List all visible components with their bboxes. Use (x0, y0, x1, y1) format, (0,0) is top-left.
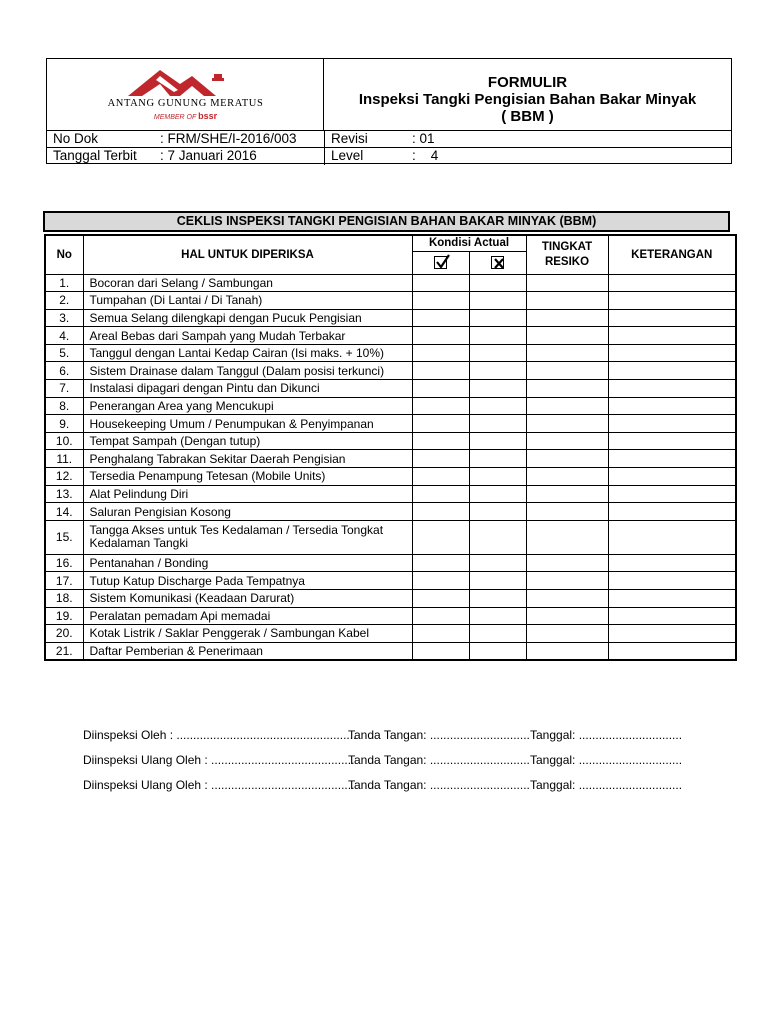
company-logo-cell (47, 59, 324, 130)
remarks-cell[interactable] (608, 503, 736, 521)
ok-cell[interactable] (412, 590, 469, 608)
row-number: 12. (45, 468, 83, 486)
table-row (45, 362, 736, 380)
row-number: 10. (45, 432, 83, 450)
inspection-item: Bocoran dari Selang / Sambungan (83, 274, 412, 292)
risk-level-cell[interactable] (526, 292, 608, 310)
date-field[interactable]: Tanggal: ............................... (530, 778, 683, 792)
form-subtitle: ( BBM ) (501, 108, 554, 125)
no-dok-value: : FRM/SHE/I-2016/003 (160, 131, 297, 146)
tanggal-terbit-value: : 7 Januari 2016 (160, 148, 257, 163)
row-number: 3. (45, 309, 83, 327)
table-row (45, 380, 736, 398)
company-logo-icon (120, 66, 250, 98)
inspected-by-field[interactable]: Diinspeksi Oleh : ...................................................... (83, 728, 357, 742)
ok-cell[interactable] (412, 415, 469, 433)
risk-level-cell[interactable] (526, 432, 608, 450)
remarks-cell[interactable] (608, 485, 736, 503)
table-row (45, 607, 736, 625)
not-ok-cell[interactable] (469, 344, 526, 362)
ok-cell[interactable] (412, 520, 469, 554)
risk-level-cell[interactable] (526, 309, 608, 327)
not-ok-cell[interactable] (469, 642, 526, 660)
ok-cell[interactable] (412, 450, 469, 468)
member-prefix: MEMBER OF (153, 114, 197, 121)
table-row (45, 292, 736, 310)
form-label: FORMULIR (487, 74, 568, 91)
risk-level-cell[interactable] (526, 344, 608, 362)
crossed-box-icon (491, 256, 504, 269)
row-number: 9. (45, 415, 83, 433)
not-ok-cell[interactable] (469, 503, 526, 521)
inspection-item: Tumpahan (Di Lantai / Di Tanah) (83, 292, 412, 310)
remarks-cell[interactable] (608, 468, 736, 486)
tingkat-label: TINGKAT (541, 240, 593, 253)
table-row (45, 415, 736, 433)
revisi-value: : 01 (412, 131, 435, 146)
col-tingkat-header (526, 235, 608, 274)
table-row (45, 327, 736, 345)
inspection-item: Areal Bebas dari Sampah yang Mudah Terbakar (83, 327, 412, 345)
table-row (45, 520, 736, 554)
table-row (45, 572, 736, 590)
level-value: : 4 (412, 148, 439, 163)
remarks-cell[interactable] (608, 292, 736, 310)
inspection-item: Kotak Listrik / Saklar Penggerak / Sambungan Kabel (83, 625, 412, 643)
signature-field[interactable]: Tanda Tangan: .............................. (348, 753, 530, 767)
row-number: 15. (45, 520, 83, 554)
table-row (45, 468, 736, 486)
ok-cell[interactable] (412, 642, 469, 660)
signature-field[interactable]: Tanda Tangan: .............................. (348, 728, 530, 742)
table-row (45, 274, 736, 292)
remarks-cell[interactable] (608, 344, 736, 362)
checklist-table (44, 234, 737, 661)
inspection-item: Semua Selang dilengkapi dengan Pucuk Pengisian (83, 309, 412, 327)
ok-cell[interactable] (412, 380, 469, 398)
table-row (45, 554, 736, 572)
not-ok-cell[interactable] (469, 450, 526, 468)
remarks-cell[interactable] (608, 380, 736, 398)
not-ok-cell[interactable] (469, 397, 526, 415)
table-row (45, 503, 736, 521)
table-row (45, 450, 736, 468)
table-row (45, 625, 736, 643)
inspection-item: Tempat Sampah (Dengan tutup) (83, 432, 412, 450)
inspection-item: Penghalang Tabrakan Sekitar Daerah Pengisian (83, 450, 412, 468)
row-number: 19. (45, 607, 83, 625)
no-dok-label: No Dok (53, 131, 99, 146)
col-not-ok-header (469, 251, 526, 274)
inspection-item: Pentanahan / Bonding (83, 554, 412, 572)
member-of-label (47, 111, 324, 121)
ok-cell[interactable] (412, 362, 469, 380)
risk-level-cell[interactable] (526, 520, 608, 554)
inspection-item: Housekeeping Umum / Penumpukan & Penyimpanan (83, 415, 412, 433)
company-name: ANTANG GUNUNG MERATUS (107, 98, 264, 109)
row-number: 2. (45, 292, 83, 310)
form-title-cell (324, 59, 731, 130)
tanggal-terbit-label: Tanggal Terbit (53, 148, 137, 163)
remarks-cell[interactable] (608, 642, 736, 660)
resiko-label: RESIKO (544, 255, 590, 268)
inspection-item: Tutup Katup Discharge Pada Tempatnya (83, 572, 412, 590)
not-ok-cell[interactable] (469, 520, 526, 554)
checked-box-icon (434, 256, 447, 269)
not-ok-cell[interactable] (469, 380, 526, 398)
inspection-item: Tangga Akses untuk Tes Kedalaman / Tersedia Tongkat Kedalaman Tangki (83, 520, 412, 554)
ok-cell[interactable] (412, 625, 469, 643)
row-number: 17. (45, 572, 83, 590)
ok-cell[interactable] (412, 607, 469, 625)
row-number: 21. (45, 642, 83, 660)
row-number: 14. (45, 503, 83, 521)
table-row (45, 590, 736, 608)
risk-level-cell[interactable] (526, 554, 608, 572)
form-header (46, 58, 732, 164)
col-keterangan-header: KETERANGAN (608, 235, 736, 274)
remarks-cell[interactable] (608, 274, 736, 292)
ok-cell[interactable] (412, 432, 469, 450)
date-field[interactable]: Tanggal: ............................... (530, 753, 683, 767)
signature-field[interactable]: Tanda Tangan: .............................. (348, 778, 530, 792)
row-number: 4. (45, 327, 83, 345)
inspection-item: Tersedia Penampung Tetesan (Mobile Units) (83, 468, 412, 486)
row-number: 6. (45, 362, 83, 380)
not-ok-cell[interactable] (469, 590, 526, 608)
remarks-cell[interactable] (608, 520, 736, 554)
level-label: Level (331, 148, 364, 163)
member-brand: bssr (198, 111, 218, 121)
risk-level-cell[interactable] (526, 380, 608, 398)
col-ok-header (412, 251, 469, 274)
ok-cell[interactable] (412, 468, 469, 486)
not-ok-cell[interactable] (469, 274, 526, 292)
not-ok-cell[interactable] (469, 309, 526, 327)
col-item-header: HAL UNTUK DIPERIKSA (83, 235, 412, 274)
inspection-item: Instalasi dipagari dengan Pintu dan Dikunci (83, 380, 412, 398)
row-number: 13. (45, 485, 83, 503)
not-ok-cell[interactable] (469, 327, 526, 345)
not-ok-cell[interactable] (469, 432, 526, 450)
remarks-cell[interactable] (608, 450, 736, 468)
not-ok-cell[interactable] (469, 607, 526, 625)
doc-number-row (47, 130, 731, 147)
risk-level-cell[interactable] (526, 327, 608, 345)
table-row (45, 432, 736, 450)
inspection-item: Sistem Drainase dalam Tanggul (Dalam posisi terkunci) (83, 362, 412, 380)
row-number: 20. (45, 625, 83, 643)
table-header-row (45, 235, 736, 251)
ok-cell[interactable] (412, 327, 469, 345)
inspection-item: Penerangan Area yang Mencukupi (83, 397, 412, 415)
table-row (45, 344, 736, 362)
not-ok-cell[interactable] (469, 554, 526, 572)
risk-level-cell[interactable] (526, 642, 608, 660)
risk-level-cell[interactable] (526, 274, 608, 292)
form-title: Inspeksi Tangki Pengisian Bahan Bakar Minyak (358, 91, 697, 108)
table-row (45, 642, 736, 660)
ok-cell[interactable] (412, 274, 469, 292)
row-number: 7. (45, 380, 83, 398)
table-row (45, 397, 736, 415)
remarks-cell[interactable] (608, 309, 736, 327)
remarks-cell[interactable] (608, 554, 736, 572)
checklist-title: CEKLIS INSPEKSI TANGKI PENGISIAN BAHAN BAKAR MINYAK (BBM) (43, 211, 730, 232)
checklist-body (45, 274, 736, 660)
ok-cell[interactable] (412, 344, 469, 362)
row-number: 18. (45, 590, 83, 608)
not-ok-cell[interactable] (469, 485, 526, 503)
not-ok-cell[interactable] (469, 362, 526, 380)
risk-level-cell[interactable] (526, 468, 608, 486)
risk-level-cell[interactable] (526, 607, 608, 625)
col-no-header: No (45, 235, 83, 274)
inspection-item: Tanggul dengan Lantai Kedap Cairan (Isi maks. + 10%) (83, 344, 412, 362)
not-ok-cell[interactable] (469, 292, 526, 310)
remarks-cell[interactable] (608, 415, 736, 433)
date-field[interactable]: Tanggal: ............................... (530, 728, 683, 742)
inspection-item: Sistem Komunikasi (Keadaan Darurat) (83, 590, 412, 608)
remarks-cell[interactable] (608, 590, 736, 608)
risk-level-cell[interactable] (526, 415, 608, 433)
inspection-item: Saluran Pengisian Kosong (83, 503, 412, 521)
reinspected-by-field[interactable]: Diinspeksi Ulang Oleh : ........................................... (83, 778, 355, 792)
inspection-item: Daftar Pemberian & Penerimaan (83, 642, 412, 660)
risk-level-cell[interactable] (526, 625, 608, 643)
inspection-item: Peralatan pemadam Api memadai (83, 607, 412, 625)
risk-level-cell[interactable] (526, 572, 608, 590)
risk-level-cell[interactable] (526, 503, 608, 521)
remarks-cell[interactable] (608, 625, 736, 643)
ok-cell[interactable] (412, 292, 469, 310)
remarks-cell[interactable] (608, 432, 736, 450)
risk-level-cell[interactable] (526, 362, 608, 380)
remarks-cell[interactable] (608, 607, 736, 625)
ok-cell[interactable] (412, 554, 469, 572)
remarks-cell[interactable] (608, 397, 736, 415)
row-number: 5. (45, 344, 83, 362)
remarks-cell[interactable] (608, 572, 736, 590)
row-number: 11. (45, 450, 83, 468)
ok-cell[interactable] (412, 397, 469, 415)
col-kondisi-header: Kondisi Actual (412, 235, 526, 251)
not-ok-cell[interactable] (469, 572, 526, 590)
not-ok-cell[interactable] (469, 625, 526, 643)
risk-level-cell[interactable] (526, 590, 608, 608)
ok-cell[interactable] (412, 572, 469, 590)
risk-level-cell[interactable] (526, 450, 608, 468)
risk-level-cell[interactable] (526, 485, 608, 503)
inspection-item: Alat Pelindung Diri (83, 485, 412, 503)
issue-date-row (47, 147, 731, 164)
table-row (45, 309, 736, 327)
not-ok-cell[interactable] (469, 415, 526, 433)
revisi-label: Revisi (331, 131, 368, 146)
row-number: 1. (45, 274, 83, 292)
row-number: 16. (45, 554, 83, 572)
ok-cell[interactable] (412, 485, 469, 503)
ok-cell[interactable] (412, 503, 469, 521)
not-ok-cell[interactable] (469, 468, 526, 486)
row-number: 8. (45, 397, 83, 415)
remarks-cell[interactable] (608, 362, 736, 380)
remarks-cell[interactable] (608, 327, 736, 345)
ok-cell[interactable] (412, 309, 469, 327)
risk-level-cell[interactable] (526, 397, 608, 415)
table-row (45, 485, 736, 503)
reinspected-by-field[interactable]: Diinspeksi Ulang Oleh : ........................................... (83, 753, 355, 767)
